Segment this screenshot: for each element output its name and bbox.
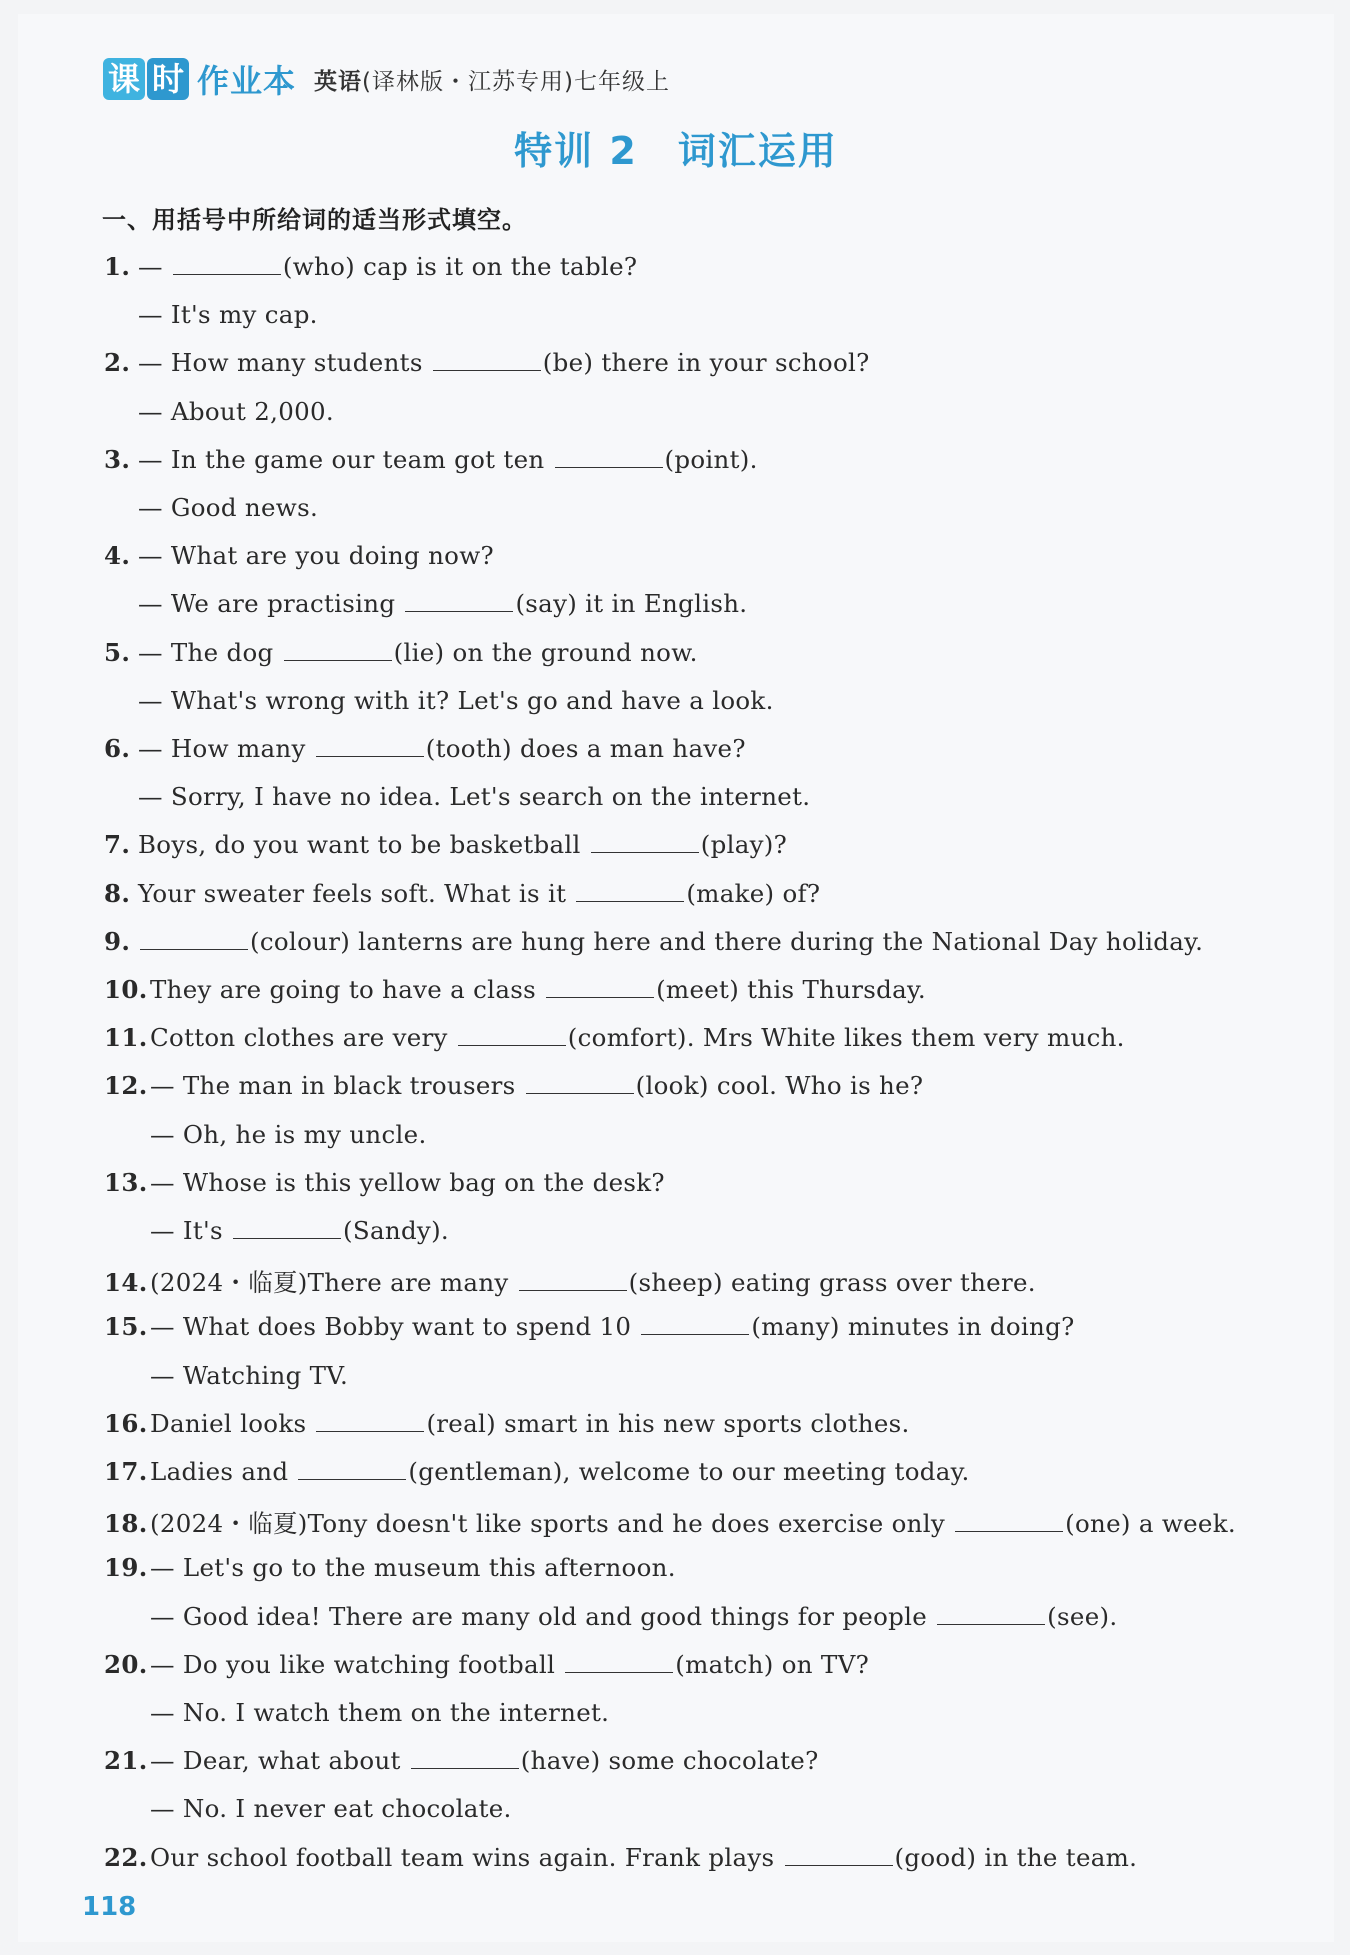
question-number: 13. (104, 1167, 148, 1197)
answer-blank[interactable] (519, 1270, 627, 1291)
answer-blank[interactable] (233, 1218, 341, 1239)
logo-word: 作业本 (197, 62, 297, 100)
question-line (138, 686, 774, 715)
question-number: 19. (104, 1553, 148, 1583)
question-line (150, 1602, 1117, 1631)
question-number: 9. (104, 926, 131, 956)
answer-blank[interactable] (433, 350, 541, 371)
question-text-after: welcome to our meeting today. (570, 1457, 970, 1486)
question-number: 1. (104, 252, 131, 281)
question-line (104, 879, 820, 908)
word-hint: (say) (515, 589, 578, 619)
answer-blank[interactable] (955, 1511, 1063, 1532)
question-line (138, 493, 318, 522)
question-line (104, 348, 870, 377)
question-text-after: some chocolate? (600, 1746, 819, 1776)
word-hint: (lie) (393, 637, 445, 667)
question-line (104, 1409, 910, 1438)
question-line (104, 1023, 1125, 1052)
word-hint: (one) (1065, 1509, 1131, 1539)
question-text: — Good news. (138, 493, 319, 522)
subject: 英语 (314, 68, 363, 95)
question-text: — Let's go to the museum this afternoon. (150, 1553, 676, 1583)
question-number: 14. (104, 1268, 148, 1298)
word-hint: (sheep) (628, 1268, 723, 1298)
question-number: 15. (104, 1312, 148, 1342)
question-text-after: cool. Who is he? (708, 1071, 924, 1101)
word-hint: (good) (894, 1842, 977, 1872)
question-number: 20. (104, 1649, 148, 1679)
question-text-after: smart in his new sports clothes. (496, 1408, 910, 1438)
word-hint: (who) (282, 252, 356, 281)
question-text-after: lanterns are hung here and there during the National Day holiday. (350, 926, 1204, 956)
question-text: Your sweater feels soft. What is it (138, 878, 575, 908)
word-hint: (see). (1047, 1601, 1118, 1631)
question-line (104, 541, 494, 570)
question-number: 5. (104, 637, 131, 667)
question-text: — What are you doing now? (138, 541, 494, 571)
question-text: — The dog (138, 637, 282, 667)
page (18, 14, 1334, 1942)
question-text: — How many (138, 734, 314, 763)
question-number: 22. (104, 1842, 148, 1872)
answer-blank[interactable] (591, 832, 699, 853)
question-text: — Whose is this yellow bag on the desk? (150, 1167, 665, 1197)
title-part-1: 特训 2 (514, 129, 638, 173)
question-number: 16. (104, 1408, 148, 1438)
question-text: — The man in black trousers (150, 1071, 524, 1101)
answer-blank[interactable] (546, 977, 654, 998)
question-text: — What does Bobby want to spend 10 (150, 1312, 640, 1342)
answer-blank[interactable] (565, 1652, 673, 1673)
word-hint: (tooth) (425, 734, 512, 763)
answer-blank[interactable] (316, 1411, 424, 1432)
section-heading: 一、用括号中所给词的适当形式填空。 (102, 206, 527, 234)
question-text: — No. I watch them on the internet. (150, 1698, 610, 1727)
question-number: 6. (104, 734, 131, 763)
question-number: 2. (104, 348, 131, 378)
question-number: 17. (104, 1457, 148, 1486)
question-line (138, 782, 810, 811)
question-text: — Good idea! There are many old and good things for people (150, 1601, 936, 1631)
answer-blank[interactable] (173, 254, 281, 275)
question-text: Cotton clothes are very (150, 1023, 456, 1053)
question-line (104, 1168, 665, 1197)
answer-blank[interactable] (555, 447, 663, 468)
word-hint: (many) (751, 1312, 840, 1342)
question-number: 8. (104, 878, 131, 908)
word-hint: (meet) (656, 975, 740, 1004)
question-text-after: on the ground now. (444, 637, 698, 667)
question-number: 7. (104, 830, 131, 860)
title-part-2: 词汇运用 (677, 129, 838, 173)
question-text: — We are practising (138, 589, 404, 619)
question-line (138, 589, 747, 618)
answer-blank[interactable] (284, 640, 392, 661)
question-text: — (138, 252, 171, 281)
question-line (104, 1312, 1075, 1341)
question-line (150, 1361, 348, 1390)
question-number: 12. (104, 1071, 148, 1101)
question-text: — Do you like watching football (150, 1649, 564, 1679)
answer-blank[interactable] (140, 929, 248, 950)
word-hint: (colour) (250, 926, 351, 956)
question-text: — Dear, what about (150, 1746, 409, 1776)
header (103, 56, 670, 102)
question-text-after: it in English. (577, 589, 748, 619)
question-text: Daniel looks (150, 1408, 315, 1438)
question-text: — No. I never eat chocolate. (150, 1794, 512, 1824)
question-text: (2024・临夏)There are many (150, 1268, 517, 1298)
question-line (104, 445, 758, 474)
answer-blank[interactable] (937, 1604, 1045, 1625)
answer-blank[interactable] (526, 1073, 634, 1094)
question-text: — How many students (138, 348, 431, 378)
question-line (104, 927, 1203, 956)
answer-blank[interactable] (576, 881, 684, 902)
book-series (314, 63, 670, 96)
question-text: — It's my cap. (138, 300, 318, 330)
question-text: Ladies and (150, 1457, 297, 1486)
question-text: Our school football team wins again. Frank plays (150, 1842, 783, 1872)
question-text: — Sorry, I have no idea. Let's search on the internet. (138, 782, 811, 812)
question-line (104, 1746, 819, 1775)
question-line (138, 300, 318, 329)
question-line (104, 1505, 1236, 1540)
question-text-after: of? (774, 878, 821, 908)
question-line (150, 1698, 609, 1727)
logo-char-2: 时 (147, 58, 189, 100)
word-hint: (be) (542, 348, 594, 378)
answer-blank[interactable] (411, 1748, 519, 1769)
word-hint: (point). (664, 444, 758, 474)
question-text: Boys, do you want to be basketball (138, 830, 589, 860)
edition: (译林版・江苏专用)七年级上 (362, 68, 670, 95)
word-hint: (comfort). (567, 1023, 695, 1053)
answer-blank[interactable] (458, 1025, 566, 1046)
answer-blank[interactable] (405, 591, 513, 612)
word-hint: (real) (426, 1408, 497, 1438)
page-title (18, 120, 1334, 175)
question-line (104, 1264, 1036, 1299)
word-hint: (gentleman), (408, 1457, 571, 1486)
question-text: — In the game our team got ten (138, 444, 553, 474)
question-number: 21. (104, 1746, 148, 1776)
question-line (150, 1216, 449, 1245)
question-number: 3. (104, 444, 131, 474)
question-number: 11. (104, 1023, 148, 1053)
question-line (138, 397, 334, 426)
question-text-after: minutes in doing? (839, 1312, 1075, 1342)
question-line (150, 1120, 427, 1149)
page-number: 118 (82, 1892, 137, 1922)
question-line (104, 1553, 676, 1582)
question-text-after: in the team. (976, 1842, 1138, 1872)
question-line (104, 830, 787, 859)
question-text-after: does a man have? (511, 734, 746, 763)
question-text: — Watching TV. (150, 1360, 349, 1390)
word-hint: (Sandy). (343, 1216, 450, 1245)
question-line (104, 1650, 869, 1679)
question-number: 4. (104, 541, 131, 571)
question-line (104, 638, 698, 667)
question-text-after: cap is it on the table? (355, 252, 638, 281)
question-line (104, 1843, 1137, 1872)
word-hint: (play)? (700, 830, 788, 860)
question-text: — It's (150, 1216, 232, 1245)
question-text: — Oh, he is my uncle. (150, 1119, 427, 1149)
question-text: (2024・临夏)Tony doesn't like sports and he does exercise only (150, 1509, 954, 1539)
question-text: — About 2,000. (138, 396, 334, 426)
word-hint: (match) (675, 1649, 774, 1679)
word-hint: (make) (686, 878, 775, 908)
answer-blank[interactable] (298, 1459, 406, 1480)
answer-blank[interactable] (316, 736, 424, 757)
question-text-after: eating grass over there. (722, 1268, 1036, 1298)
answer-blank[interactable] (785, 1845, 893, 1866)
question-line (104, 1071, 923, 1100)
brand-logo (103, 56, 296, 102)
question-text-after: there in your school? (593, 348, 870, 378)
question-number: 10. (104, 975, 148, 1004)
word-hint: (look) (635, 1071, 709, 1101)
question-text-after: a week. (1130, 1509, 1236, 1539)
question-text-after: on TV? (773, 1649, 869, 1679)
question-line (104, 1457, 970, 1486)
question-line (104, 975, 926, 1004)
question-line (104, 734, 746, 763)
question-line (104, 252, 637, 281)
question-line (150, 1794, 512, 1823)
word-hint: (have) (520, 1746, 601, 1776)
question-text-after: Mrs White likes them very much. (694, 1023, 1125, 1053)
question-text: — What's wrong with it? Let's go and have a look. (138, 685, 774, 715)
logo-char-1: 课 (103, 58, 145, 100)
question-number: 18. (104, 1509, 148, 1539)
question-text-after: this Thursday. (739, 975, 927, 1004)
question-text: They are going to have a class (150, 975, 545, 1004)
answer-blank[interactable] (641, 1314, 749, 1335)
